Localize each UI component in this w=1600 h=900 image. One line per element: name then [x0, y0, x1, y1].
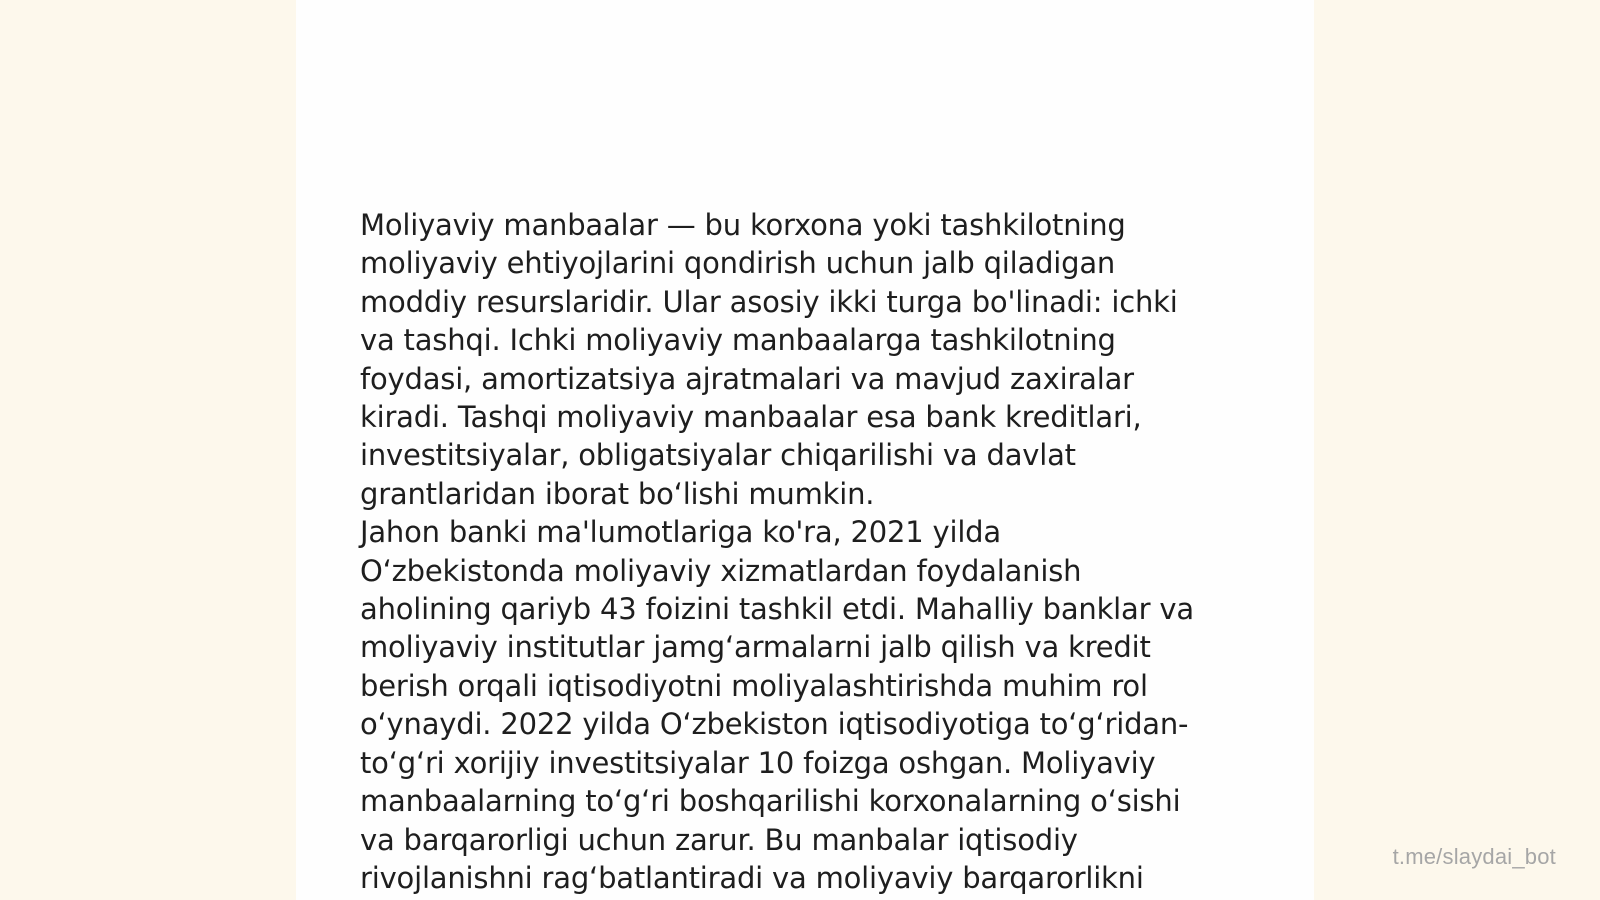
slide-page [296, 0, 1314, 900]
text-line: foydasi, amortizatsiya ajratmalari va mavjud zaxiralar [360, 361, 1134, 396]
text-line: oʻynaydi. 2022 yilda Oʻzbekiston iqtisodiyotiga toʻgʻridan- [360, 707, 1189, 742]
slide-body-text [360, 206, 1260, 897]
text-line: rivojlanishni ragʻbatlantiradi va moliyaviy barqarorlikni [360, 860, 1144, 895]
text-line: toʻgʻri xorijiy investitsiyalar 10 foizga oshgan. Moliyaviy [360, 745, 1156, 780]
text-line: manbaalarning toʻgʻri boshqarilishi korxonalarning oʻsishi [360, 784, 1181, 819]
text-line: va tashqi. Ichki moliyaviy manbaalarga tashkilotning [360, 323, 1116, 358]
text-line: investitsiyalar, obligatsiyalar chiqarilishi va davlat [360, 438, 1076, 473]
watermark-link: t.me/slaydai_bot [1392, 844, 1556, 869]
text-line: moliyaviy institutlar jamgʻarmalarni jalb qilish va kredit [360, 630, 1151, 665]
text-line: Moliyaviy manbaalar — bu korxona yoki tashkilotning [360, 208, 1126, 242]
text-line: Oʻzbekistonda moliyaviy xizmatlardan foydalanish [360, 553, 1082, 588]
text-line: kiradi. Tashqi moliyaviy manbaalar esa bank kreditlari, [360, 400, 1142, 435]
text-line: aholining qariyb 43 foizini tashkil etdi. Mahalliy banklar va [360, 592, 1194, 627]
text-line: berish orqali iqtisodiyotni moliyalashtirishda muhim rol [360, 668, 1148, 703]
text-line: moddiy resurslaridir. Ular asosiy ikki turga bo'linadi: ichki [360, 284, 1178, 319]
text-line: va barqarorligi uchun zarur. Bu manbalar iqtisodiy [360, 822, 1078, 857]
text-line: moliyaviy ehtiyojlarini qondirish uchun jalb qiladigan [360, 246, 1116, 281]
text-line: Jahon banki ma'lumotlariga ko'ra, 2021 yilda [360, 515, 1001, 550]
text-line: grantlaridan iborat boʻlishi mumkin. [360, 476, 875, 511]
